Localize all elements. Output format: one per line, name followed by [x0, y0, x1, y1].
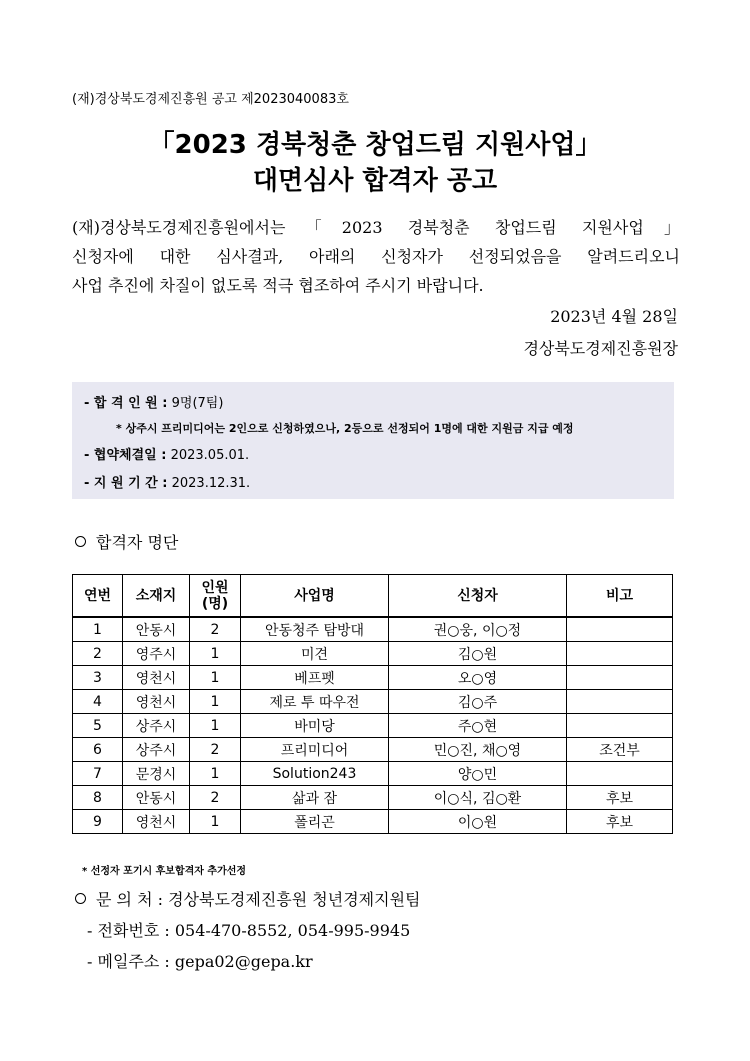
cell-business: 베프펫: [241, 666, 389, 690]
cell-region: 상주시: [123, 738, 190, 762]
announcement-date: 2023년 4월 28일: [550, 307, 678, 326]
cell-no: 2: [73, 642, 123, 666]
cell-business: Solution243: [241, 762, 389, 786]
summary-value: 9명(7팀): [171, 396, 224, 411]
list-heading-text: 합격자 명단: [96, 533, 179, 552]
table-row: [73, 666, 673, 690]
table-row: [73, 786, 673, 810]
summary-value: 2023.12.31.: [171, 476, 251, 491]
cell-region: 안동시: [123, 617, 190, 642]
summary-box: [72, 382, 674, 499]
cell-people: 2: [190, 738, 241, 762]
cell-no: 7: [73, 762, 123, 786]
table-row: [73, 714, 673, 738]
cell-business: 바미당: [241, 714, 389, 738]
summary-row-support-period: [84, 472, 250, 491]
table-header-row: [73, 575, 673, 618]
cell-applicant: 오○영: [389, 666, 567, 690]
circle-bullet-icon: [75, 893, 86, 904]
cell-applicant: 김○주: [389, 690, 567, 714]
summary-row-passers: [84, 392, 223, 411]
table-row: [73, 762, 673, 786]
summary-label: - 지 원 기 간 :: [84, 476, 168, 491]
cell-remark: [567, 690, 673, 714]
cell-business: 미견: [241, 642, 389, 666]
cell-no: 8: [73, 786, 123, 810]
cell-applicant: 민○진, 채○영: [389, 738, 567, 762]
cell-applicant: 이○식, 김○환: [389, 786, 567, 810]
cell-business: 프리미디어: [241, 738, 389, 762]
phone-numbers: - 전화번호 : 054-470-8552, 054-995-9945: [87, 921, 411, 940]
table-footnote: * 선정자 포기시 후보합격자 추가선정: [82, 866, 247, 877]
header-people-line1: 인원: [201, 579, 229, 596]
cell-applicant: 양○민: [389, 762, 567, 786]
cell-applicant: 이○원: [389, 810, 567, 834]
cell-region: 상주시: [123, 714, 190, 738]
cell-people: 2: [190, 786, 241, 810]
cell-remark: 조건부: [567, 738, 673, 762]
issuer-name: 경상북도경제진흥원장: [523, 339, 678, 358]
cell-region: 영주시: [123, 642, 190, 666]
table-row: [73, 617, 673, 642]
cell-remark: [567, 762, 673, 786]
header-people: [190, 575, 241, 618]
table-row: [73, 642, 673, 666]
summary-row-agreement-date: [84, 444, 249, 463]
page-title: 「2023 경북청춘 창업드림 지원사업」: [148, 130, 602, 160]
page-subtitle: 대면심사 합격자 공고: [252, 166, 498, 196]
header-remark: 비고: [567, 575, 673, 618]
header-business: 사업명: [241, 575, 389, 618]
list-heading: [75, 530, 178, 553]
cell-remark: [567, 714, 673, 738]
summary-note: * 상주시 프리미디어는 2인으로 신청하였으나, 2등으로 선정되어 1명에 대한 지원금 지급 예정: [116, 422, 574, 435]
cell-business: 제로 투 따우전: [241, 690, 389, 714]
cell-business: 삶과 잠: [241, 786, 389, 810]
header-people-line2: (명): [201, 595, 229, 612]
intro-paragraph: [72, 213, 680, 300]
cell-no: 9: [73, 810, 123, 834]
header-region: 소재지: [123, 575, 190, 618]
document-number: (재)경상북도경제진흥원 공고 제2023040083호: [72, 92, 349, 107]
cell-business: 안동청주 탐방대: [241, 617, 389, 642]
cell-applicant: 김○원: [389, 642, 567, 666]
cell-applicant: 주○현: [389, 714, 567, 738]
cell-no: 3: [73, 666, 123, 690]
cell-region: 영천시: [123, 810, 190, 834]
cell-remark: [567, 666, 673, 690]
header-no: 연번: [73, 575, 123, 618]
cell-people: 1: [190, 762, 241, 786]
intro-line: 신청자에 대한 심사결과, 아래의 신청자가 선정되었음을 알려드리오니: [72, 247, 680, 266]
cell-region: 안동시: [123, 786, 190, 810]
summary-label: - 협약체결일 :: [84, 448, 167, 463]
table-row: [73, 738, 673, 762]
cell-people: 1: [190, 666, 241, 690]
circle-bullet-icon: [75, 536, 86, 547]
cell-people: 1: [190, 714, 241, 738]
cell-no: 6: [73, 738, 123, 762]
cell-remark: 후보: [567, 786, 673, 810]
results-table: [72, 574, 673, 834]
cell-applicant: 권○웅, 이○정: [389, 617, 567, 642]
cell-people: 1: [190, 690, 241, 714]
cell-people: 2: [190, 617, 241, 642]
contact-text: 문 의 처 : 경상북도경제진흥원 청년경제지원팀: [96, 890, 421, 909]
cell-region: 영천시: [123, 666, 190, 690]
cell-remark: [567, 642, 673, 666]
table-row: [73, 810, 673, 834]
intro-line: 사업 추진에 차질이 없도록 적극 협조하여 주시기 바랍니다.: [72, 276, 484, 295]
cell-business: 폴리곤: [241, 810, 389, 834]
cell-people: 1: [190, 810, 241, 834]
cell-people: 1: [190, 642, 241, 666]
header-applicant: 신청자: [389, 575, 567, 618]
intro-line: (재)경상북도경제진흥원에서는「2023 경북청춘 창업드림 지원사업」: [72, 218, 680, 237]
cell-remark: 후보: [567, 810, 673, 834]
contact-info: [75, 887, 421, 910]
cell-region: 영천시: [123, 690, 190, 714]
email-address: - 메일주소 : gepa02@gepa.kr: [87, 952, 313, 971]
cell-no: 1: [73, 617, 123, 642]
cell-region: 문경시: [123, 762, 190, 786]
cell-remark: [567, 617, 673, 642]
summary-label: - 합 격 인 원 :: [84, 396, 168, 411]
cell-no: 4: [73, 690, 123, 714]
cell-no: 5: [73, 714, 123, 738]
table-row: [73, 690, 673, 714]
summary-value: 2023.05.01.: [170, 448, 250, 463]
